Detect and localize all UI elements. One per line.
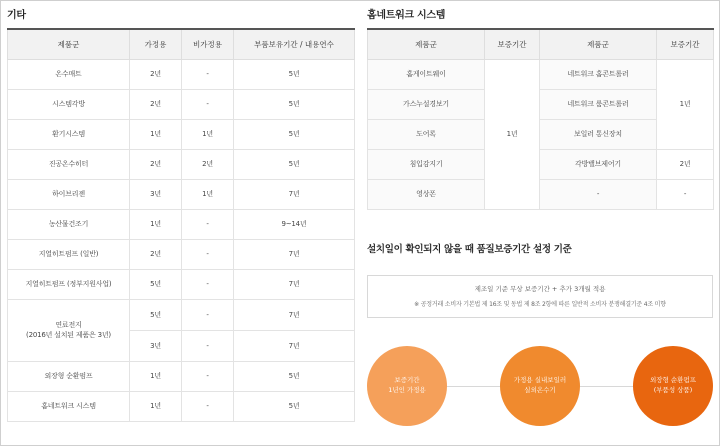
cell-nonhome: 1년 bbox=[182, 119, 234, 149]
criteria-line-2: ※ 공정거래 소비자 기본법 제 16조 및 동법 제 8조 2항에 따른 일반적 소비자 분쟁해결기준 4조 미향 bbox=[414, 301, 666, 308]
cell-product: 영상폰 bbox=[368, 179, 485, 209]
cell-product: 홈네트워크 시스템 bbox=[8, 391, 130, 421]
etc-warranty-table bbox=[7, 28, 355, 422]
cell-product: 홈게이트웨이 bbox=[368, 59, 485, 89]
cell-home: 1년 bbox=[130, 361, 182, 391]
header-product-2: 제품군 bbox=[540, 29, 657, 59]
table-row bbox=[368, 149, 714, 179]
table-row bbox=[8, 391, 355, 421]
table-row bbox=[368, 59, 714, 89]
cell-period: 5년 bbox=[234, 119, 355, 149]
cell-product-fuelcell bbox=[8, 299, 130, 361]
cell-period: 5년 bbox=[234, 391, 355, 421]
cell-nonhome: - bbox=[182, 59, 234, 89]
cell-product: 시스템각방 bbox=[8, 89, 130, 119]
cell-product: 도어록 bbox=[368, 119, 485, 149]
section-title-homenetwork: 홈네트워크 시스템 bbox=[367, 10, 446, 21]
cell-period: 5년 bbox=[234, 89, 355, 119]
cell-period: 5년 bbox=[234, 59, 355, 89]
cell-home: 2년 bbox=[130, 149, 182, 179]
cell-nonhome: - bbox=[182, 361, 234, 391]
table-row bbox=[8, 59, 355, 89]
table-row bbox=[8, 149, 355, 179]
header-product: 제품군 bbox=[8, 29, 130, 59]
table-row bbox=[8, 89, 355, 119]
cell-nonhome: 2년 bbox=[182, 149, 234, 179]
cell-period: 9~14년 bbox=[234, 209, 355, 239]
cell-product: 네트워크 룸콘트롤러 bbox=[540, 89, 657, 119]
cell-period: 7년 bbox=[234, 239, 355, 269]
cell-home: 2년 bbox=[130, 59, 182, 89]
cell-product: 각방밸브제어기 bbox=[540, 149, 657, 179]
cell-product: 온수매트 bbox=[8, 59, 130, 89]
cell-period: 7년 bbox=[234, 179, 355, 209]
cell-product: - bbox=[540, 179, 657, 209]
criteria-line-1: 제조일 기준 무상 보증기간 + 추가 3개월 적용 bbox=[474, 285, 606, 293]
cell-nonhome: - bbox=[182, 269, 234, 299]
cell-warranty-merged: 1년 bbox=[485, 59, 540, 209]
cell-product: 환기시스템 bbox=[8, 119, 130, 149]
cell-warranty-top: 1년 bbox=[657, 59, 714, 149]
cell-product: 보일러 통신장치 bbox=[540, 119, 657, 149]
section-title-etc: 기타 bbox=[7, 10, 26, 21]
cell-period: 5년 bbox=[234, 149, 355, 179]
table-row bbox=[8, 179, 355, 209]
fuelcell-name: 연료전지 bbox=[55, 321, 82, 329]
cell-nonhome: - bbox=[182, 391, 234, 421]
circle-indoor-boiler: 가정용 실내보일러 실외온수기 bbox=[500, 346, 580, 426]
header-home: 가정용 bbox=[130, 29, 182, 59]
cell-home: 1년 bbox=[130, 391, 182, 421]
cell-nonhome: - bbox=[182, 239, 234, 269]
cell-nonhome: - bbox=[182, 209, 234, 239]
cell-home: 1년 bbox=[130, 209, 182, 239]
cell-product: 지열히트펌프 (정부지원사업) bbox=[8, 269, 130, 299]
criteria-title: 설치일이 확인되지 않을 때 품질보증기간 설정 기준 bbox=[367, 244, 572, 255]
table-row bbox=[8, 299, 355, 330]
cell-warranty-mid: 2년 bbox=[657, 149, 714, 179]
cell-home: 5년 bbox=[130, 299, 182, 330]
table-row bbox=[368, 179, 714, 209]
cell-period: 7년 bbox=[234, 269, 355, 299]
cell-nonhome: 1년 bbox=[182, 179, 234, 209]
circle-home-1year: 보증기간 1년인 가정용 bbox=[367, 346, 447, 426]
cell-home: 2년 bbox=[130, 239, 182, 269]
cell-product: 농산물건조기 bbox=[8, 209, 130, 239]
cell-product: 진공온수히터 bbox=[8, 149, 130, 179]
criteria-note-box bbox=[367, 275, 713, 318]
cell-product: 네트워크 홈콘트롤러 bbox=[540, 59, 657, 89]
cell-product: 하이브리젠 bbox=[8, 179, 130, 209]
circle-external-pump: 외장형 순환펌프 (부품성 상품) bbox=[633, 346, 713, 426]
cell-product: 지열히트펌프 (일반) bbox=[8, 239, 130, 269]
cell-home: 3년 bbox=[130, 179, 182, 209]
table-row bbox=[8, 209, 355, 239]
criteria-circles bbox=[367, 338, 713, 438]
table-row bbox=[8, 269, 355, 299]
header-warranty-1: 보증기간 bbox=[485, 29, 540, 59]
header-product-1: 제품군 bbox=[368, 29, 485, 59]
header-warranty-2: 보증기간 bbox=[657, 29, 714, 59]
cell-home: 3년 bbox=[130, 330, 182, 361]
table-row bbox=[8, 239, 355, 269]
cell-nonhome: - bbox=[182, 330, 234, 361]
cell-warranty-bottom: - bbox=[657, 179, 714, 209]
cell-product: 외장형 순환펌프 bbox=[8, 361, 130, 391]
table-row bbox=[8, 361, 355, 391]
header-period: 부품보유기간 / 내용연수 bbox=[234, 29, 355, 59]
cell-home: 5년 bbox=[130, 269, 182, 299]
homenetwork-warranty-table bbox=[367, 28, 714, 210]
cell-home: 2년 bbox=[130, 89, 182, 119]
cell-period: 7년 bbox=[234, 330, 355, 361]
cell-product: 가스누설경보기 bbox=[368, 89, 485, 119]
cell-home: 1년 bbox=[130, 119, 182, 149]
fuelcell-note: (2016년 설치된 제품은 3년) bbox=[26, 331, 111, 339]
cell-nonhome: - bbox=[182, 299, 234, 330]
table-row bbox=[8, 119, 355, 149]
cell-period: 7년 bbox=[234, 299, 355, 330]
cell-period: 5년 bbox=[234, 361, 355, 391]
header-nonhome: 비가정용 bbox=[182, 29, 234, 59]
cell-nonhome: - bbox=[182, 89, 234, 119]
cell-product: 침입감지기 bbox=[368, 149, 485, 179]
